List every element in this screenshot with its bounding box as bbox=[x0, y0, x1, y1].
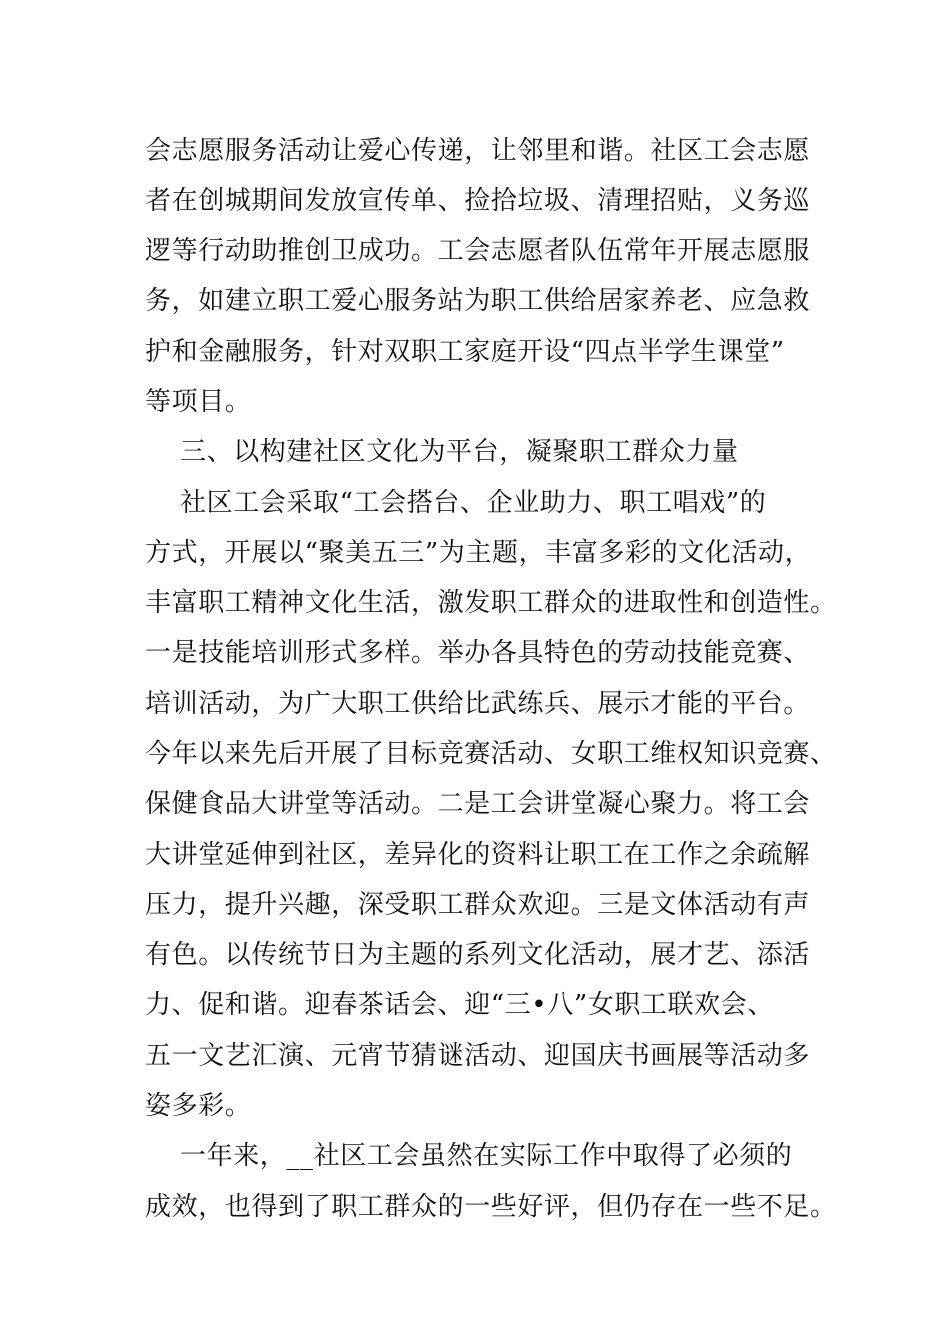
text-line: 保健食品大讲堂等活动。二是工会讲堂凝心聚力。将工会 bbox=[145, 789, 811, 819]
text-line: 社区工会采取“工会搭台、企业助力、职工唱戏”的 bbox=[180, 488, 767, 518]
text-line: 会志愿服务活动让爱心传递，让邻里和谐。社区工会志愿 bbox=[145, 136, 811, 166]
text-line: 有色。以传统节日为主题的系列文化活动，展才艺、添活 bbox=[145, 940, 811, 970]
text-line: 姿多彩。 bbox=[145, 1091, 252, 1121]
text-line: 一年来，__社区工会虽然在实际工作中取得了必须的 bbox=[180, 1141, 793, 1171]
text-line: 护和金融服务，针对双职工家庭开设“四点半学生课堂” bbox=[145, 337, 785, 367]
section-heading: 三、以构建社区文化为平台，凝聚职工群众力量 bbox=[180, 437, 739, 467]
text-line: 一是技能培训形式多样。举办各具特色的劳动技能竞赛、 bbox=[145, 638, 811, 668]
text-line: 今年以来先后开展了目标竞赛活动、女职工维权知识竞赛、 bbox=[145, 739, 837, 769]
text-line: 务，如建立职工爱心服务站为职工供给居家养老、应急救 bbox=[145, 286, 811, 316]
text-line: 力、促和谐。迎春茶话会、迎“三•八”女职工联欢会、 bbox=[145, 990, 774, 1020]
text-line: 逻等行动助推创卫成功。工会志愿者队伍常年开展志愿服 bbox=[145, 236, 811, 266]
text-line: 大讲堂延伸到社区，差异化的资料让职工在工作之余疏解 bbox=[145, 840, 811, 870]
text-line: 等项目。 bbox=[145, 387, 252, 417]
text-line: 丰富职工精神文化生活，激发职工群众的进取性和创造性。 bbox=[145, 588, 837, 618]
text-line: 培训活动，为广大职工供给比武练兵、展示才能的平台。 bbox=[145, 689, 811, 719]
text-line: 方式，开展以“聚美五三”为主题，丰富多彩的文化活动， bbox=[145, 538, 812, 568]
text-line: 成效，也得到了职工群众的一些好评，但仍存在一些不足。 bbox=[145, 1192, 837, 1222]
text-line: 者在创城期间发放宣传单、捡拾垃圾、清理招贴，义务巡 bbox=[145, 186, 811, 216]
text-line: 五一文艺汇演、元宵节猜谜活动、迎国庆书画展等活动多 bbox=[145, 1041, 811, 1071]
text-line: 压力，提升兴趣，深受职工群众欢迎。三是文体活动有声 bbox=[145, 890, 811, 920]
